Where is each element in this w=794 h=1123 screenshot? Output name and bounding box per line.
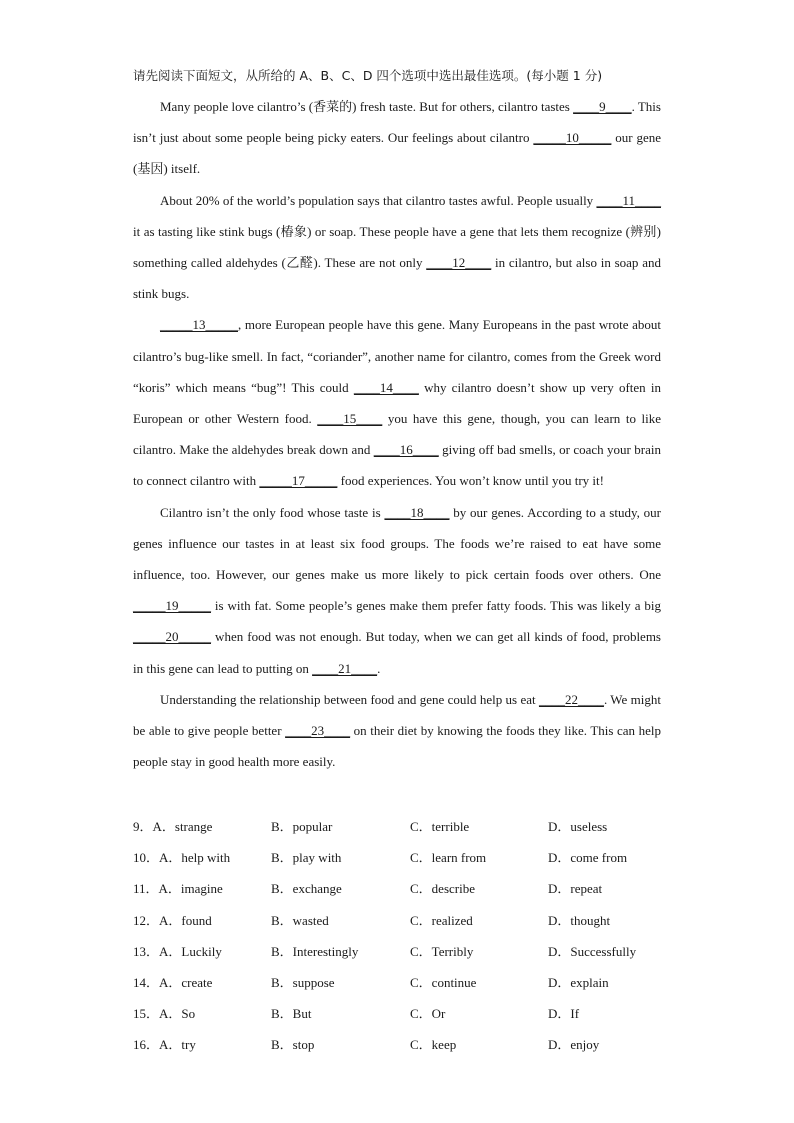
option-c[interactable]: C．Or	[410, 1006, 446, 1022]
question-row	[133, 811, 673, 842]
answer-blank: ____22____	[538, 691, 604, 707]
answer-blank: ____15____	[317, 411, 383, 427]
answer-blank: ____9____	[573, 99, 632, 114]
option-b[interactable]: B．exchange	[271, 881, 342, 897]
passage-text: Cilantro isn’t the only food whose taste is	[160, 504, 385, 520]
option-b[interactable]: B．play with	[271, 850, 342, 866]
passage-text: you have this gene, though, you can learn to like cilantro. Make the aldehydes break down and	[133, 411, 661, 458]
answer-blank: ____16____	[373, 442, 439, 458]
passage-text: .	[377, 660, 381, 676]
option-d[interactable]: D．enjoy	[548, 1037, 600, 1053]
option-c[interactable]: C．keep	[410, 1037, 457, 1053]
passage-text: in cilantro, but also in soap and stink bugs.	[133, 255, 661, 302]
question-row	[133, 1029, 673, 1060]
passage-paragraph	[133, 91, 661, 185]
question-row	[133, 967, 673, 998]
answer-blank: _____20_____	[133, 629, 211, 645]
option-d[interactable]: D．Successfully	[548, 943, 637, 959]
option-c[interactable]: C．Terribly	[410, 943, 474, 959]
question-row	[133, 905, 673, 936]
answer-blank: _____17_____	[259, 473, 338, 489]
passage-text: when food was not enough. But today, when we can get all kinds of food, problems in this gene can lead to putting on	[133, 629, 661, 676]
option-c[interactable]: C．terrible	[410, 819, 470, 834]
option-d[interactable]: D．repeat	[548, 881, 603, 897]
option-b[interactable]: B．Interestingly	[271, 943, 359, 959]
option-a[interactable]: 11．A．imagine	[133, 881, 223, 897]
passage-paragraph	[133, 185, 661, 310]
answer-blank: ____23____	[285, 723, 351, 739]
option-c[interactable]: C．realized	[410, 912, 473, 928]
passage-text: Understanding the relationship between food and gene could help us eat	[160, 691, 539, 707]
option-c[interactable]: C．describe	[410, 881, 475, 897]
option-d[interactable]: D．come from	[548, 850, 628, 866]
passage-paragraph	[133, 684, 661, 778]
option-a[interactable]: 14．A．create	[133, 974, 213, 990]
instructions: 请先阅读下面短文，从所给的 A、B、C、D 四个选项中选出最佳选项。(每小题 1 分)	[133, 68, 603, 83]
option-a[interactable]: 15．A．So	[133, 1006, 196, 1022]
option-b[interactable]: B．But	[271, 1006, 312, 1022]
passage-text: . We might be able to give people better	[133, 691, 661, 739]
option-c[interactable]: C．continue	[410, 974, 477, 990]
option-a[interactable]: 13．A．Luckily	[133, 943, 222, 959]
option-d[interactable]: D．useless	[548, 819, 608, 834]
answer-blank: _____10_____	[533, 130, 612, 146]
option-d[interactable]: D．thought	[548, 912, 611, 928]
answer-options	[133, 811, 673, 1061]
question-row	[133, 998, 673, 1029]
option-a[interactable]: 16．A．try	[133, 1037, 196, 1053]
passage-paragraph	[133, 309, 661, 496]
passage-text: , more European people have this gene. Many Europeans in the past wrote about cilantro’s bug-like smell. In fact, “coriander”, another name for cilantro, comes from the Greek word “koris” which means “bug”! This could	[133, 317, 661, 395]
question-row	[133, 936, 673, 967]
passage-paragraph	[133, 497, 661, 684]
option-b[interactable]: B．popular	[271, 819, 333, 834]
option-b[interactable]: B．suppose	[271, 974, 335, 990]
answer-blank: ____11____	[596, 192, 661, 208]
passage-text: is with fat. Some people’s genes make them prefer fatty foods. This was likely a big	[211, 598, 661, 614]
option-d[interactable]: D．explain	[548, 974, 609, 990]
answer-blank: ____21____	[312, 660, 378, 676]
option-d[interactable]: D．If	[548, 1006, 580, 1022]
answer-blank: ____14____	[353, 379, 419, 395]
passage-text: on their diet by knowing the foods they like. This can help people stay in good health more easily.	[133, 723, 661, 770]
passage-text: it as tasting like stink bugs (椿象) or soap. These people have a gene that lets them recognize (辨别) something called aldehydes (乙醛). These are not only	[133, 223, 661, 271]
cloze-passage	[133, 91, 661, 777]
option-a[interactable]: 10．A．help with	[133, 850, 231, 866]
answer-blank: _____13_____	[160, 317, 238, 333]
passage-text: About 20% of the world’s population says that cilantro tastes awful. People usually	[160, 192, 597, 208]
passage-text: our gene (基因) itself.	[133, 130, 661, 177]
passage-text: giving off bad smells, or coach your brain to connect cilantro with	[133, 442, 661, 489]
option-a[interactable]: 9．A．strange	[133, 819, 213, 834]
answer-blank: ____12____	[426, 255, 492, 271]
option-a[interactable]: 12．A．found	[133, 912, 212, 928]
passage-text: by our genes. According to a study, our genes influence our tastes in at least six food groups. The foods we’re raised to eat have some influence, too. However, our genes make us more likely to pick certain foods over others. One	[133, 504, 661, 583]
option-c[interactable]: C．learn from	[410, 850, 487, 866]
passage-text: Many people love cilantro’s (香菜的) fresh taste. But for others, cilantro tastes	[160, 99, 574, 114]
answer-blank: ____18____	[384, 504, 450, 520]
option-b[interactable]: B．wasted	[271, 912, 329, 928]
passage-text: why cilantro doesn’t show up very often in European or other Western food.	[133, 379, 661, 427]
question-row	[133, 873, 673, 904]
answer-blank: _____19_____	[133, 598, 211, 614]
passage-text: . This isn’t just about some people being picky eaters. Our feelings about cilantro	[133, 99, 661, 146]
option-b[interactable]: B．stop	[271, 1037, 315, 1053]
passage-text: food experiences. You won’t know until you try it!	[337, 473, 604, 489]
question-row	[133, 842, 673, 873]
